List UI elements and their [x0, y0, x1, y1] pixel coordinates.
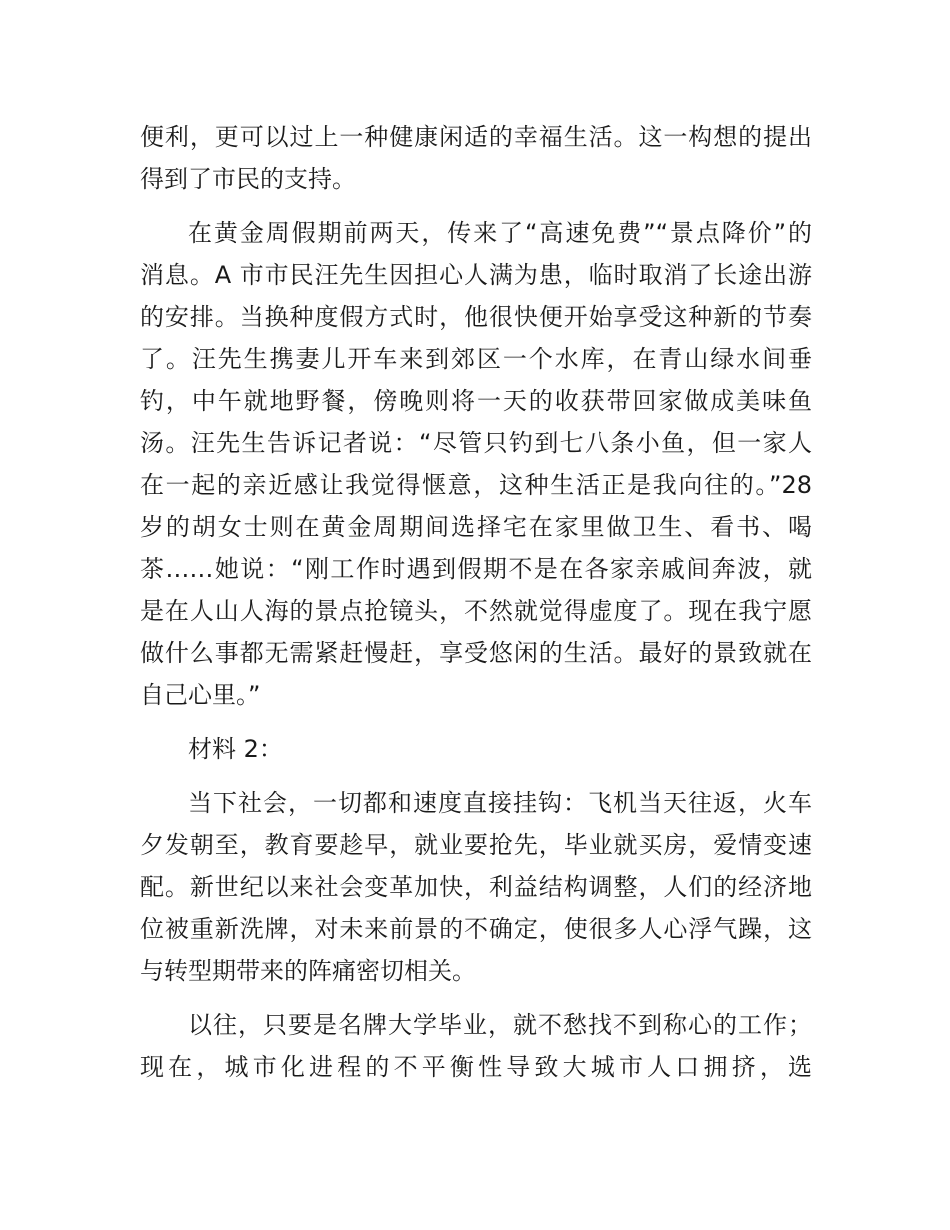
text-line: 得到了市民的支持。 — [140, 165, 356, 193]
text-line: 岁的胡女士则在黄金周期间选择宅在家里做卫生、看书、喝 — [140, 513, 812, 541]
paragraph-1 — [140, 116, 812, 200]
text-line: 是在人山人海的景点抢镜头，不然就觉得虚度了。现在我宁愿 — [140, 597, 812, 625]
text-line: 配。新世纪以来社会变革加快，利益结构调整，人们的经济地 — [140, 873, 812, 901]
text-line: 的安排。当换种度假方式时，他很快便开始享受这种新的节奏 — [140, 303, 812, 331]
paragraph-3 — [140, 782, 812, 992]
text-line: 当下社会，一切都和速度直接挂钩：飞机当天往返，火车 — [188, 789, 812, 817]
text-line: 茶……她说：“刚工作时遇到假期不是在各家亲戚间奔波，就 — [140, 555, 812, 583]
text-line: 位被重新洗牌，对未来前景的不确定，使很多人心浮气躁，这 — [140, 915, 812, 943]
section-label: 材料 2： — [188, 735, 283, 763]
text-line: 汤。汪先生告诉记者说：“尽管只钓到七八条小鱼，但一家人 — [140, 429, 812, 457]
text-line: 与转型期带来的阵痛密切相关。 — [140, 957, 476, 985]
paragraph-2 — [140, 212, 812, 716]
paragraph-4 — [140, 1004, 812, 1088]
text-line: 了。汪先生携妻儿开车来到郊区一个水库，在青山绿水间垂 — [140, 345, 812, 373]
text-line: 在黄金周假期前两天，传来了“高速免费”“景点降价”的 — [188, 219, 812, 247]
text-line: 做什么事都无需紧赶慢赶，享受悠闲的生活。最好的景致就在 — [140, 639, 812, 667]
text-line: 现在，城市化进程的不平衡性导致大城市人口拥挤，选 — [140, 1053, 812, 1081]
text-line: 夕发朝至，教育要趁早，就业要抢先，毕业就买房，爱情变速 — [140, 831, 812, 859]
text-line: 消息。A 市市民汪先生因担心人满为患，临时取消了长途出游 — [140, 261, 812, 289]
text-line: 以往，只要是名牌大学毕业，就不愁找不到称心的工作； — [188, 1011, 812, 1039]
document-page — [140, 116, 812, 1100]
text-line: 便利，更可以过上一种健康闲适的幸福生活。这一构想的提出 — [140, 123, 812, 151]
text-line: 钓，中午就地野餐，傍晚则将一天的收获带回家做成美味鱼 — [140, 387, 812, 415]
text-line: 在一起的亲近感让我觉得惬意，这种生活正是我向往的。”28 — [140, 471, 812, 499]
text-line: 自己心里。” — [140, 681, 261, 709]
